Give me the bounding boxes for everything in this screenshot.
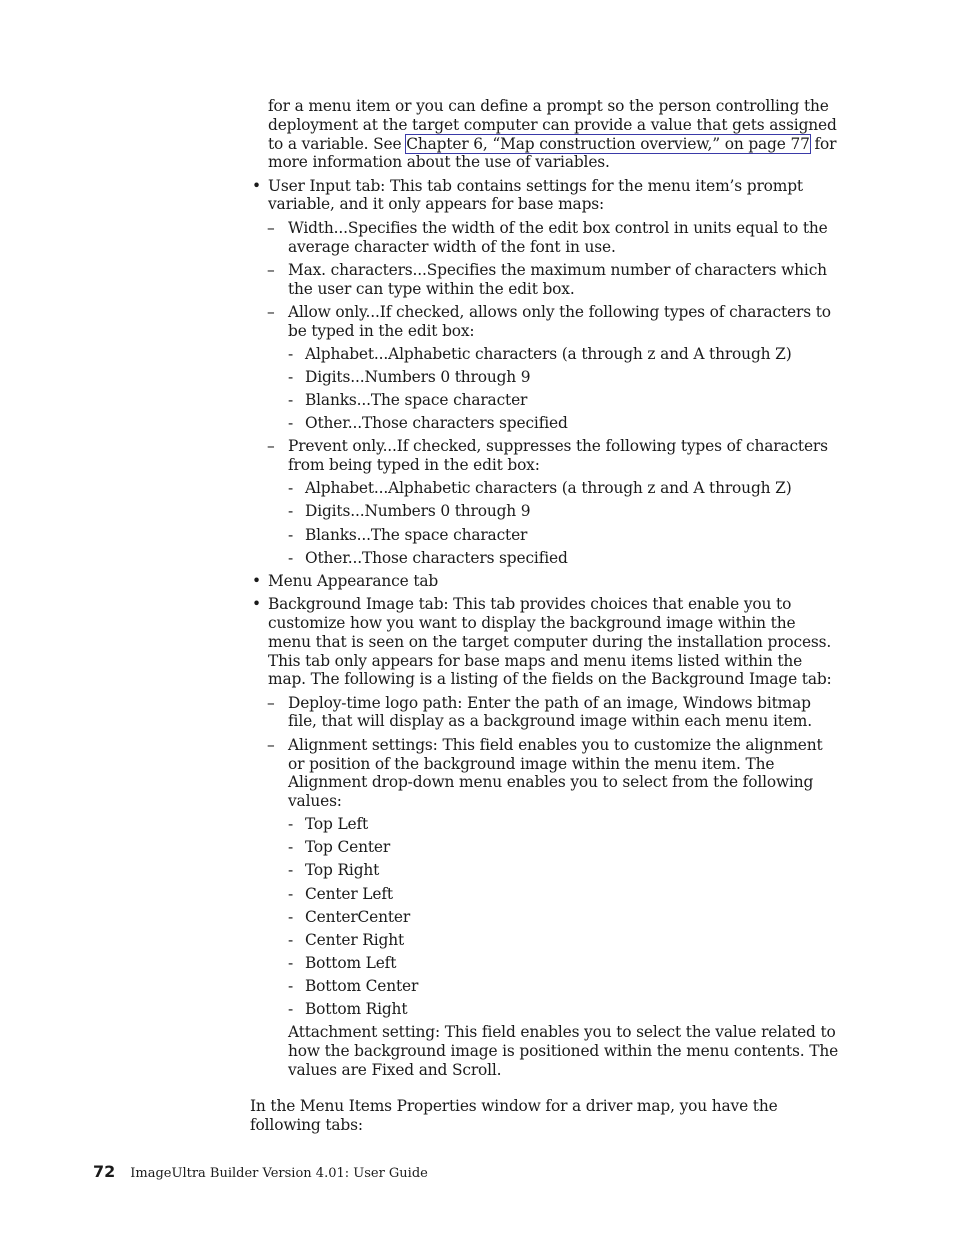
page-number: 72: [93, 1162, 116, 1181]
bullet-marker: •: [252, 176, 261, 195]
option-text: Digits...Numbers 0 through 9: [305, 502, 531, 521]
sub-item-text: Deploy-time logo path: Enter the path of an image, Windows bitmap file, that will display as a background image within each menu item.: [288, 693, 812, 731]
sub-item-text: Alignment settings: This field enables you to customize the alignment or position of the background image within the menu item. The Alignment drop-down menu enables you to select from the following values:: [288, 735, 823, 811]
alignment-value: [250, 954, 840, 973]
alignment-value: [250, 885, 840, 904]
dash-marker: –: [267, 437, 275, 456]
option-text: Other...Those characters specified: [305, 414, 568, 433]
allow-option-digits: [250, 368, 840, 387]
sub-item-text: Allow only...If checked, allows only the following types of characters to be typed in the edit box:: [288, 302, 831, 340]
intro-text: for a menu item or you can define a prompt so the person controlling the deployment at the target computer can provide a value that gets assigned to a variable. See: [268, 97, 837, 153]
list-item-text: Background Image tab: This tab provides choices that enable you to customize how you want to display the background image within the menu that is seen on the target computer during the installation process. This tab only appears for base maps and menu items listed within the map. The following is a listing of the fields on the Background Image tab:: [268, 595, 832, 689]
sub-item-prevent-only: [250, 437, 840, 475]
attachment-setting-paragraph: Attachment setting: This field enables you to select the value related to how the background image is positioned within the menu contents. The values are Fixed and Scroll.: [288, 1023, 839, 1079]
sub-item-text: Prevent only...If checked, suppresses the following types of characters from being typed in the edit box:: [288, 437, 828, 475]
sub-item-text: Max. characters...Specifies the maximum number of characters which the user can type within the edit box.: [288, 260, 827, 298]
intro-text-end: for more information about the use of variables.: [268, 134, 837, 172]
bullet-marker: •: [252, 571, 261, 590]
dash-marker: –: [267, 693, 275, 712]
prevent-option-digits: [250, 502, 840, 521]
prevent-option-alphabet: [250, 479, 840, 498]
hyphen-marker: -: [288, 815, 294, 834]
list-item-text: Menu Appearance tab: [268, 571, 439, 590]
hyphen-marker: -: [288, 907, 294, 926]
value-text: Top Right: [305, 861, 380, 880]
allow-option-blanks: [250, 391, 840, 410]
hyphen-marker: -: [288, 976, 294, 995]
sub-item-max-characters: [250, 261, 840, 299]
hyphen-marker: -: [288, 953, 294, 972]
hyphen-marker: -: [288, 525, 294, 544]
sub-item-text: Width...Specifies the width of the edit box control in units equal to the average character width of the font in use.: [288, 218, 828, 256]
sub-item-logo-path: [250, 694, 840, 732]
sub-item-alignment: [250, 736, 840, 811]
hyphen-marker: -: [288, 861, 294, 880]
value-text: Bottom Center: [305, 976, 419, 995]
alignment-value: [250, 1000, 840, 1019]
value-text: CenterCenter: [305, 907, 411, 926]
option-text: Alphabet...Alphabetic characters (a through z and A through Z): [305, 479, 792, 498]
hyphen-marker: -: [288, 1000, 294, 1019]
sub-item-allow-only: [250, 303, 840, 341]
hyphen-marker: -: [288, 930, 294, 949]
dash-marker: –: [267, 218, 275, 237]
footer-title: ImageUltra Builder Version 4.01: User Guide: [130, 1166, 428, 1181]
hyphen-marker: -: [288, 548, 294, 567]
page-footer: [93, 1162, 428, 1181]
hyphen-marker: -: [288, 367, 294, 386]
sub-item-width: [250, 219, 840, 257]
dash-marker: –: [267, 302, 275, 321]
alignment-value: [250, 838, 840, 857]
hyphen-marker: -: [288, 884, 294, 903]
value-text: Center Left: [305, 884, 393, 903]
hyphen-marker: -: [288, 391, 294, 410]
dash-marker: –: [267, 260, 275, 279]
option-text: Other...Those characters specified: [305, 548, 568, 567]
intro-paragraph: [250, 97, 840, 172]
value-text: Bottom Right: [305, 1000, 408, 1019]
chapter-6-link[interactable]: Chapter 6, “Map construction overview,” on page 77: [406, 134, 810, 153]
prevent-option-blanks: [250, 526, 840, 545]
value-text: Top Center: [305, 838, 391, 857]
hyphen-marker: -: [288, 344, 294, 363]
value-text: Bottom Left: [305, 953, 397, 972]
alignment-value: [250, 861, 840, 880]
list-item-user-input: [250, 177, 840, 215]
body-text: [250, 97, 840, 1134]
option-text: Blanks...The space character: [305, 391, 528, 410]
value-text: Center Right: [305, 930, 404, 949]
option-text: Digits...Numbers 0 through 9: [305, 367, 531, 386]
hyphen-marker: -: [288, 479, 294, 498]
value-text: Top Left: [305, 815, 369, 834]
list-item-background-image: [250, 595, 840, 689]
alignment-value: [250, 931, 840, 950]
list-item-menu-appearance: [250, 572, 840, 591]
driver-map-paragraph: In the Menu Items Properties window for a driver map, you have the following tabs:: [250, 1096, 778, 1134]
allow-option-other: [250, 414, 840, 433]
dash-marker: –: [267, 735, 275, 754]
alignment-value: [250, 977, 840, 996]
allow-option-alphabet: [250, 345, 840, 364]
list-item-text: User Input tab: This tab contains settings for the menu item’s prompt variable, and it only appears for base maps:: [268, 176, 803, 214]
bullet-marker: •: [252, 595, 261, 614]
hyphen-marker: -: [288, 838, 294, 857]
alignment-value: [250, 815, 840, 834]
prevent-option-other: [250, 549, 840, 568]
hyphen-marker: -: [288, 502, 294, 521]
alignment-value: [250, 908, 840, 927]
hyphen-marker: -: [288, 414, 294, 433]
option-text: Blanks...The space character: [305, 525, 528, 544]
option-text: Alphabet...Alphabetic characters (a through z and A through Z): [305, 344, 792, 363]
